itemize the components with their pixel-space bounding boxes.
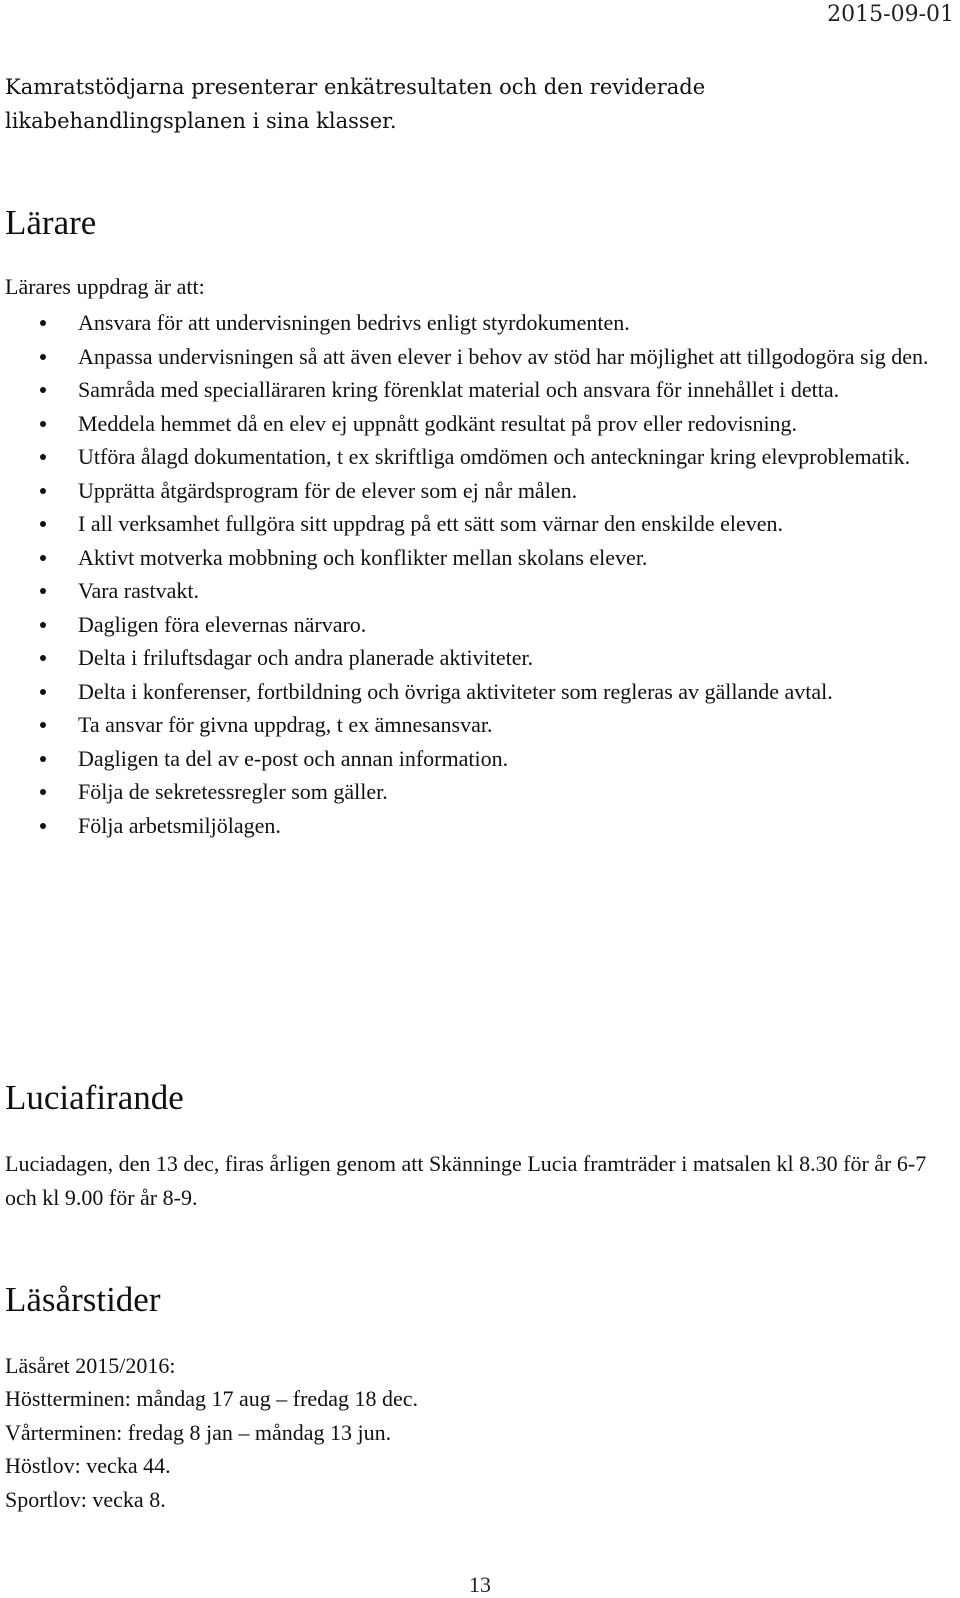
list-item: Vara rastvakt.: [0, 574, 940, 608]
list-item: Dagligen ta del av e-post och annan information.: [0, 742, 940, 776]
list-item: Meddela hemmet då en elev ej uppnått godkänt resultat på prov eller redovisning.: [0, 407, 940, 441]
terms-line: Vårterminen: fredag 8 jan – måndag 13 jun.: [5, 1419, 392, 1445]
lucia-heading: Luciafirande: [5, 1078, 184, 1117]
list-item: I all verksamhet fullgöra sitt uppdrag på ett sätt som värnar den enskilde eleven.: [0, 507, 940, 541]
terms-line: Höstterminen: måndag 17 aug – fredag 18 dec.: [5, 1386, 418, 1412]
list-item: Aktivt motverka mobbning och konflikter mellan skolans elever.: [0, 541, 940, 575]
list-item: Följa de sekretessregler som gäller.: [0, 775, 940, 809]
terms-line: Sportlov: vecka 8.: [5, 1486, 166, 1512]
list-item: Ansvara för att undervisningen bedrivs enligt styrdokumenten.: [0, 306, 940, 340]
teachers-lead: Lärares uppdrag är att:: [5, 274, 205, 299]
list-item: Anpassa undervisningen så att även elever i behov av stöd har möjlighet att tillgodogöra sig den.: [0, 340, 940, 374]
lucia-paragraph: Luciadagen, den 13 dec, firas årligen genom att Skänninge Lucia framträder i matsalen kl 8.30 för år 6-7 och kl 9.00 för år 8-9.: [5, 1151, 927, 1210]
list-item: Dagligen föra elevernas närvaro.: [0, 608, 940, 642]
list-item: Delta i konferenser, fortbildning och övriga aktiviteter som regleras av gällande avtal.: [0, 675, 940, 709]
terms-heading: Läsårstider: [5, 1280, 161, 1319]
list-item: Upprätta åtgärdsprogram för de elever som ej når målen.: [0, 474, 940, 508]
terms-line: Läsåret 2015/2016:: [5, 1353, 176, 1378]
list-item: Ta ansvar för givna uppdrag, t ex ämnesansvar.: [0, 708, 940, 742]
terms-line: Höstlov: vecka 44.: [5, 1453, 171, 1479]
intro-paragraph: Kamratstödjarna presenterar enkätresultaten och den reviderade likabehandlingsplanen i sina klasser.: [5, 75, 706, 133]
teachers-heading: Lärare: [5, 203, 97, 242]
list-item: Delta i friluftsdagar och andra planerade aktiviteter.: [0, 641, 940, 675]
list-item: Utföra ålagd dokumentation, t ex skriftliga omdömen och anteckningar kring elevproblematik.: [0, 440, 940, 474]
page-number: 13: [469, 1572, 491, 1597]
list-item: Följa arbetsmiljölagen.: [0, 809, 940, 843]
header-date: 2015-09-01: [827, 2, 954, 27]
teacher-duties-list: [0, 306, 940, 842]
terms-schedule: [5, 1349, 418, 1516]
list-item: Samråda med specialläraren kring förenklat material och ansvara för innehållet i detta.: [0, 373, 940, 407]
